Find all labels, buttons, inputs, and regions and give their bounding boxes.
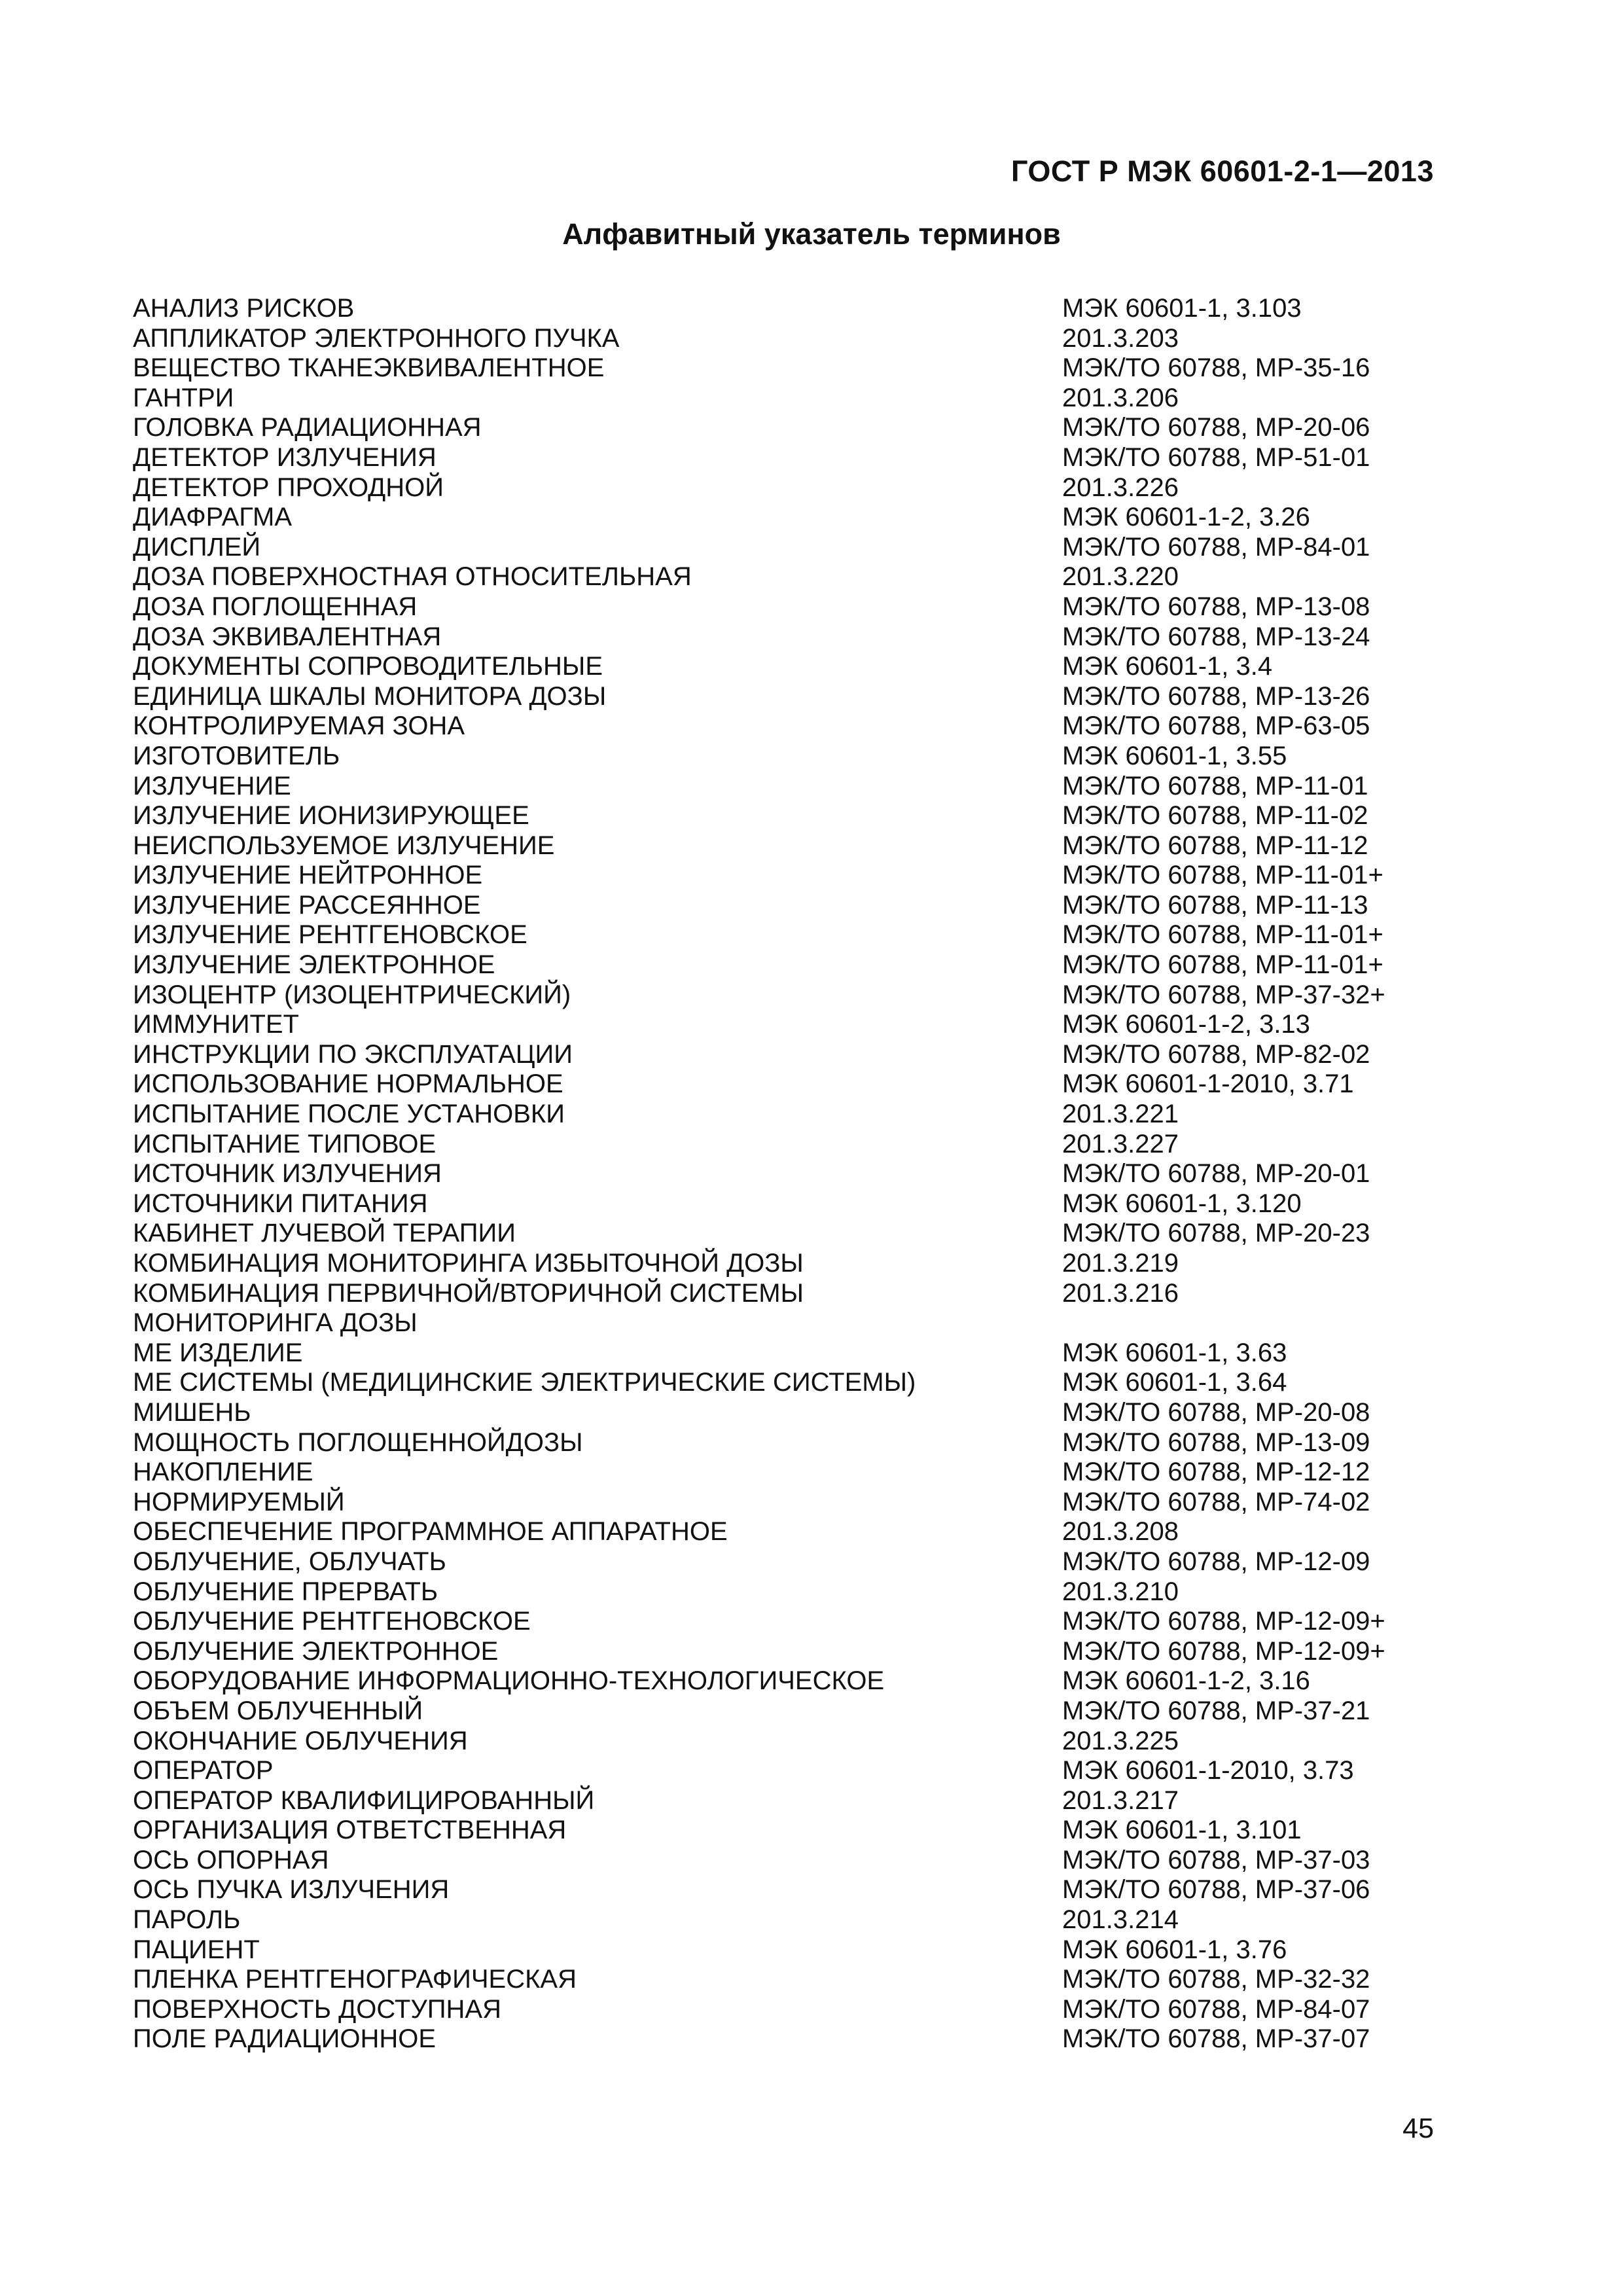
index-entry — [133, 772, 1416, 802]
index-term-reference: МЭК 60601-1-2010, 3.71 — [1062, 1069, 1354, 1099]
index-term-reference: 201.3.220 — [1062, 562, 1179, 592]
index-term: ДЕТЕКТОР ПРОХОДНОЙ — [133, 473, 444, 502]
index-term-reference: МЭК 60601-1, 3.101 — [1062, 1816, 1302, 1845]
index-entry — [133, 861, 1416, 891]
index-entry — [133, 1130, 1416, 1160]
index-entry — [133, 1100, 1416, 1130]
index-term: ИММУНИТЕТ — [133, 1010, 299, 1039]
index-term: ИСПЫТАНИЕ ПОСЛЕ УСТАНОВКИ — [133, 1100, 565, 1129]
index-term: ДОЗА ПОГЛОЩЕННАЯ — [133, 592, 418, 621]
index-entry — [133, 1189, 1416, 1219]
index-entry — [133, 443, 1416, 473]
index-term-reference: МЭК/ТО 60788, MP-11-02 — [1062, 801, 1368, 831]
index-term-reference: МЭК 60601-1, 3.63 — [1062, 1338, 1287, 1367]
index-term-reference: МЭК/ТО 60788, MP-84-07 — [1062, 1994, 1370, 2024]
index-entry — [133, 1249, 1416, 1279]
index-term-reference: МЭК/ТО 60788, MP-37-03 — [1062, 1845, 1370, 1874]
index-term-reference: МЭК/ТО 60788, MP-11-01 — [1062, 771, 1368, 800]
index-term-reference: МЭК 60601-1, 3.64 — [1062, 1368, 1287, 1397]
index-entry — [133, 1428, 1416, 1458]
index-term-reference: 201.3.221 — [1062, 1100, 1179, 1129]
index-term: ПОЛЕ РАДИАЦИОННОЕ — [133, 2024, 437, 2054]
index-term: ДОЗА ПОВЕРХНОСТНАЯ ОТНОСИТЕЛЬНАЯ — [133, 562, 692, 592]
index-term: ИСТОЧНИКИ ПИТАНИЯ — [133, 1189, 428, 1218]
index-entry — [133, 324, 1416, 354]
index-entry — [133, 1488, 1416, 1518]
index-term: ПАЦИЕНТ — [133, 1935, 260, 1964]
index-term: ОПЕРАТОР — [133, 1756, 274, 1785]
index-term: КОМБИНАЦИЯ МОНИТОРИНГА ИЗБЫТОЧНОЙ ДОЗЫ — [133, 1249, 804, 1278]
index-term-reference: МЭК/ТО 60788, MP-84-01 — [1062, 532, 1370, 562]
index-term-reference: 201.3.225 — [1062, 1726, 1179, 1755]
index-term: МЕ ИЗДЕЛИЕ — [133, 1338, 303, 1367]
index-term: ИЗЛУЧЕНИЕ ЭЛЕКТРОННОЕ — [133, 950, 495, 980]
index-term: ВЕЩЕСТВО ТКАНЕЭКВИВАЛЕНТНОЕ — [133, 353, 605, 383]
index-term: ЕДИНИЦА ШКАЛЫ МОНИТОРА ДОЗЫ — [133, 681, 607, 711]
index-entry — [133, 1279, 1416, 1338]
index-term: ДЕТЕКТОР ИЗЛУЧЕНИЯ — [133, 442, 437, 472]
index-entry — [133, 1547, 1416, 1577]
index-term-reference: МЭК/ТО 60788, MP-11-13 — [1062, 890, 1368, 920]
index-term-reference: МЭК 60601-1, 3.103 — [1062, 294, 1302, 323]
index-entry — [133, 562, 1416, 592]
index-term: ДИСПЛЕЙ — [133, 532, 261, 562]
index-entry — [133, 1517, 1416, 1547]
index-entry — [133, 1040, 1416, 1070]
index-term-reference: МЭК/ТО 60788, MP-12-09+ — [1062, 1607, 1385, 1636]
index-term-reference: МЭК/ТО 60788, MP-12-09 — [1062, 1547, 1370, 1576]
index-term: ИЗЛУЧЕНИЕ НЕЙТРОННОЕ — [133, 861, 483, 890]
index-term-reference: МЭК/ТО 60788, MP-11-01+ — [1062, 920, 1383, 950]
index-term-reference: МЭК/ТО 60788, MP-32-32 — [1062, 1965, 1370, 1994]
index-term-reference: МЭК/ТО 60788, MP-20-01 — [1062, 1159, 1370, 1189]
index-entry — [133, 533, 1416, 563]
index-term-reference: МЭК/ТО 60788, MP-37-32+ — [1062, 980, 1385, 1009]
index-title: Алфавитный указатель терминов — [562, 217, 1061, 251]
index-entry — [133, 1905, 1416, 1935]
index-term: ОБЛУЧЕНИЕ ПРЕРВАТЬ — [133, 1577, 438, 1606]
index-term-reference: 201.3.226 — [1062, 473, 1179, 502]
index-term-reference: 201.3.208 — [1062, 1517, 1179, 1547]
index-entry — [133, 353, 1416, 384]
index-term-reference: МЭК 60601-1-2, 3.13 — [1062, 1010, 1310, 1039]
index-term-reference: МЭК/ТО 60788, MP-63-05 — [1062, 711, 1370, 741]
index-entry — [133, 950, 1416, 980]
index-entry — [133, 1727, 1416, 1757]
index-entry — [133, 1786, 1416, 1816]
index-term-reference: МЭК/ТО 60788, MP-51-01 — [1062, 442, 1370, 472]
index-entry — [133, 1338, 1416, 1369]
index-term: НЕИСПОЛЬЗУЕМОЕ ИЗЛУЧЕНИЕ — [133, 831, 555, 860]
index-entry — [133, 1069, 1416, 1100]
page-number: 45 — [1402, 2113, 1434, 2144]
index-entry — [133, 1159, 1416, 1189]
index-entry — [133, 980, 1416, 1011]
index-term: КОМБИНАЦИЯ ПЕРВИЧНОЙ/ВТОРИЧНОЙ СИСТЕМЫ МОНИТОРИНГА ДОЗЫ — [133, 1278, 804, 1338]
index-term-reference: МЭК 60601-1-2, 3.16 — [1062, 1666, 1310, 1696]
index-term-reference: МЭК/ТО 60788, MP-11-01+ — [1062, 861, 1383, 890]
index-term-reference: МЭК/ТО 60788, MP-13-09 — [1062, 1427, 1370, 1457]
index-term-reference: МЭК/ТО 60788, MP-37-07 — [1062, 2024, 1370, 2054]
index-term-reference: МЭК/ТО 60788, MP-12-09+ — [1062, 1636, 1385, 1666]
index-term: ОКОНЧАНИЕ ОБЛУЧЕНИЯ — [133, 1726, 468, 1755]
index-entry — [133, 742, 1416, 772]
index-term-reference: МЭК 60601-1, 3.4 — [1062, 652, 1273, 681]
index-term-reference: МЭК/ТО 60788, MP-37-21 — [1062, 1696, 1370, 1725]
index-term: ОРГАНИЗАЦИЯ ОТВЕТСТВЕННАЯ — [133, 1816, 567, 1845]
index-term: ОБЛУЧЕНИЕ, ОБЛУЧАТЬ — [133, 1547, 446, 1576]
index-entry — [133, 1965, 1416, 1995]
index-term: ПАРОЛЬ — [133, 1905, 241, 1935]
index-entry — [133, 1398, 1416, 1428]
index-entry — [133, 652, 1416, 682]
index-term: ИНСТРУКЦИИ ПО ЭКСПЛУАТАЦИИ — [133, 1039, 573, 1069]
index-term: ПОВЕРХНОСТЬ ДОСТУПНАЯ — [133, 1994, 501, 2024]
index-term: КАБИНЕТ ЛУЧЕВОЙ ТЕРАПИИ — [133, 1219, 516, 1248]
index-term-reference: МЭК 60601-1, 3.120 — [1062, 1189, 1302, 1218]
index-term-reference: МЭК/ТО 60788, MP-35-16 — [1062, 353, 1370, 383]
index-term-reference: МЭК/ТО 60788, MP-74-02 — [1062, 1487, 1370, 1516]
index-entry — [133, 1010, 1416, 1040]
index-entry — [133, 831, 1416, 861]
index-term: ИЗЛУЧЕНИЕ — [133, 771, 291, 800]
index-entry — [133, 1577, 1416, 1607]
term-index-list — [133, 294, 1416, 2054]
index-term-reference: МЭК/ТО 60788, MP-13-08 — [1062, 592, 1370, 621]
index-entry — [133, 682, 1416, 712]
index-entry — [133, 801, 1416, 831]
index-term: ОБЛУЧЕНИЕ РЕНТГЕНОВСКОЕ — [133, 1607, 531, 1636]
index-term-reference: МЭК/ТО 60788, MP-13-26 — [1062, 681, 1370, 711]
index-term: ОБОРУДОВАНИЕ ИНФОРМАЦИОННО-ТЕХНОЛОГИЧЕСКОЕ — [133, 1666, 885, 1696]
index-term: ОПЕРАТОР КВАЛИФИЦИРОВАННЫЙ — [133, 1785, 595, 1815]
index-term: ИЗЛУЧЕНИЕ РЕНТГЕНОВСКОЕ — [133, 920, 527, 950]
index-term-reference: 201.3.210 — [1062, 1577, 1179, 1606]
index-term-reference: 201.3.219 — [1062, 1249, 1179, 1278]
index-entry — [133, 891, 1416, 921]
index-term: ОБЪЕМ ОБЛУЧЕННЫЙ — [133, 1696, 423, 1725]
index-term-reference: МЭК/ТО 60788, MP-20-23 — [1062, 1219, 1370, 1248]
index-term: НАКОПЛЕНИЕ — [133, 1458, 313, 1487]
index-term: МИШЕНЬ — [133, 1397, 251, 1427]
index-term-reference: МЭК 60601-1-2, 3.26 — [1062, 503, 1310, 532]
index-entry — [133, 1816, 1416, 1846]
index-term: ИСТОЧНИК ИЗЛУЧЕНИЯ — [133, 1159, 442, 1189]
index-entry — [133, 1219, 1416, 1249]
index-entry — [133, 1875, 1416, 1905]
index-term: ИСПОЛЬЗОВАНИЕ НОРМАЛЬНОЕ — [133, 1069, 563, 1099]
index-entry — [133, 1666, 1416, 1696]
index-entry — [133, 1846, 1416, 1876]
index-term: ИЗОЦЕНТР (ИЗОЦЕНТРИЧЕСКИЙ) — [133, 980, 571, 1009]
index-entry — [133, 384, 1416, 414]
index-entry — [133, 1696, 1416, 1727]
index-term-reference: МЭК/ТО 60788, MP-13-24 — [1062, 622, 1370, 651]
index-term: ПЛЕНКА РЕНТГЕНОГРАФИЧЕСКАЯ — [133, 1965, 577, 1994]
index-term-reference: МЭК/ТО 60788, MP-12-12 — [1062, 1458, 1370, 1487]
index-term-reference: 201.3.206 — [1062, 383, 1179, 412]
index-entry — [133, 1607, 1416, 1637]
index-term-reference: 201.3.217 — [1062, 1785, 1179, 1815]
index-term: МОЩНОСТЬ ПОГЛОЩЕННОЙДОЗЫ — [133, 1427, 583, 1457]
index-entry — [133, 1995, 1416, 2025]
index-term: ОБЕСПЕЧЕНИЕ ПРОГРАММНОЕ АППАРАТНОЕ — [133, 1517, 728, 1547]
index-term: ОСЬ ОПОРНАЯ — [133, 1845, 329, 1874]
index-entry — [133, 622, 1416, 653]
index-term-reference: 201.3.214 — [1062, 1905, 1179, 1935]
index-term: ГОЛОВКА РАДИАЦИОННАЯ — [133, 413, 482, 442]
index-term-reference: МЭК/ТО 60788, MP-82-02 — [1062, 1039, 1370, 1069]
index-term: АППЛИКАТОР ЭЛЕКТРОННОГО ПУЧКА — [133, 323, 620, 353]
index-entry — [133, 1458, 1416, 1488]
index-entry — [133, 1637, 1416, 1667]
index-term-reference: МЭК 60601-1, 3.76 — [1062, 1935, 1287, 1964]
index-term: ОСЬ ПУЧКА ИЗЛУЧЕНИЯ — [133, 1875, 450, 1905]
index-entry — [133, 2024, 1416, 2054]
index-entry — [133, 592, 1416, 622]
index-term-reference: МЭК 60601-1, 3.55 — [1062, 741, 1287, 770]
index-term-reference: МЭК/ТО 60788, MP-20-08 — [1062, 1397, 1370, 1427]
index-entry — [133, 413, 1416, 443]
index-term: ДИАФРАГМА — [133, 503, 293, 532]
index-term: ДОКУМЕНТЫ СОПРОВОДИТЕЛЬНЫЕ — [133, 652, 603, 681]
index-entry — [133, 503, 1416, 533]
index-term: НОРМИРУЕМЫЙ — [133, 1487, 345, 1516]
index-term: ИЗЛУЧЕНИЕ РАССЕЯННОЕ — [133, 890, 481, 920]
document-code: ГОСТ Р МЭК 60601-2-1—2013 — [1010, 154, 1434, 188]
index-term: МЕ СИСТЕМЫ (МЕДИЦИНСКИЕ ЭЛЕКТРИЧЕСКИЕ СИСТЕМЫ) — [133, 1368, 916, 1397]
index-term: АНАЛИЗ РИСКОВ — [133, 294, 355, 323]
index-term: ИСПЫТАНИЕ ТИПОВОЕ — [133, 1129, 437, 1158]
index-term: КОНТРОЛИРУЕМАЯ ЗОНА — [133, 711, 465, 741]
index-term-reference: 201.3.216 — [1062, 1278, 1179, 1308]
index-term-reference: МЭК/ТО 60788, MP-11-12 — [1062, 831, 1368, 860]
index-term-reference: МЭК 60601-1-2010, 3.73 — [1062, 1756, 1354, 1785]
index-term: ДОЗА ЭКВИВАЛЕНТНАЯ — [133, 622, 442, 651]
index-entry — [133, 920, 1416, 950]
index-term-reference: МЭК/ТО 60788, MP-11-01+ — [1062, 950, 1383, 980]
index-entry — [133, 711, 1416, 742]
index-term-reference: МЭК/ТО 60788, MP-37-06 — [1062, 1875, 1370, 1905]
index-entry — [133, 294, 1416, 324]
index-term: ИЗГОТОВИТЕЛЬ — [133, 741, 340, 770]
index-entry — [133, 1368, 1416, 1398]
index-term-reference: 201.3.227 — [1062, 1129, 1179, 1158]
index-entry — [133, 1756, 1416, 1786]
index-term-reference: МЭК/ТО 60788, MP-20-06 — [1062, 413, 1370, 442]
index-entry — [133, 1935, 1416, 1965]
index-entry — [133, 473, 1416, 503]
index-term: ОБЛУЧЕНИЕ ЭЛЕКТРОННОЕ — [133, 1636, 499, 1666]
index-term: ИЗЛУЧЕНИЕ ИОНИЗИРУЮЩЕЕ — [133, 801, 529, 831]
index-term-reference: 201.3.203 — [1062, 323, 1179, 353]
index-term: ГАНТРИ — [133, 383, 234, 412]
